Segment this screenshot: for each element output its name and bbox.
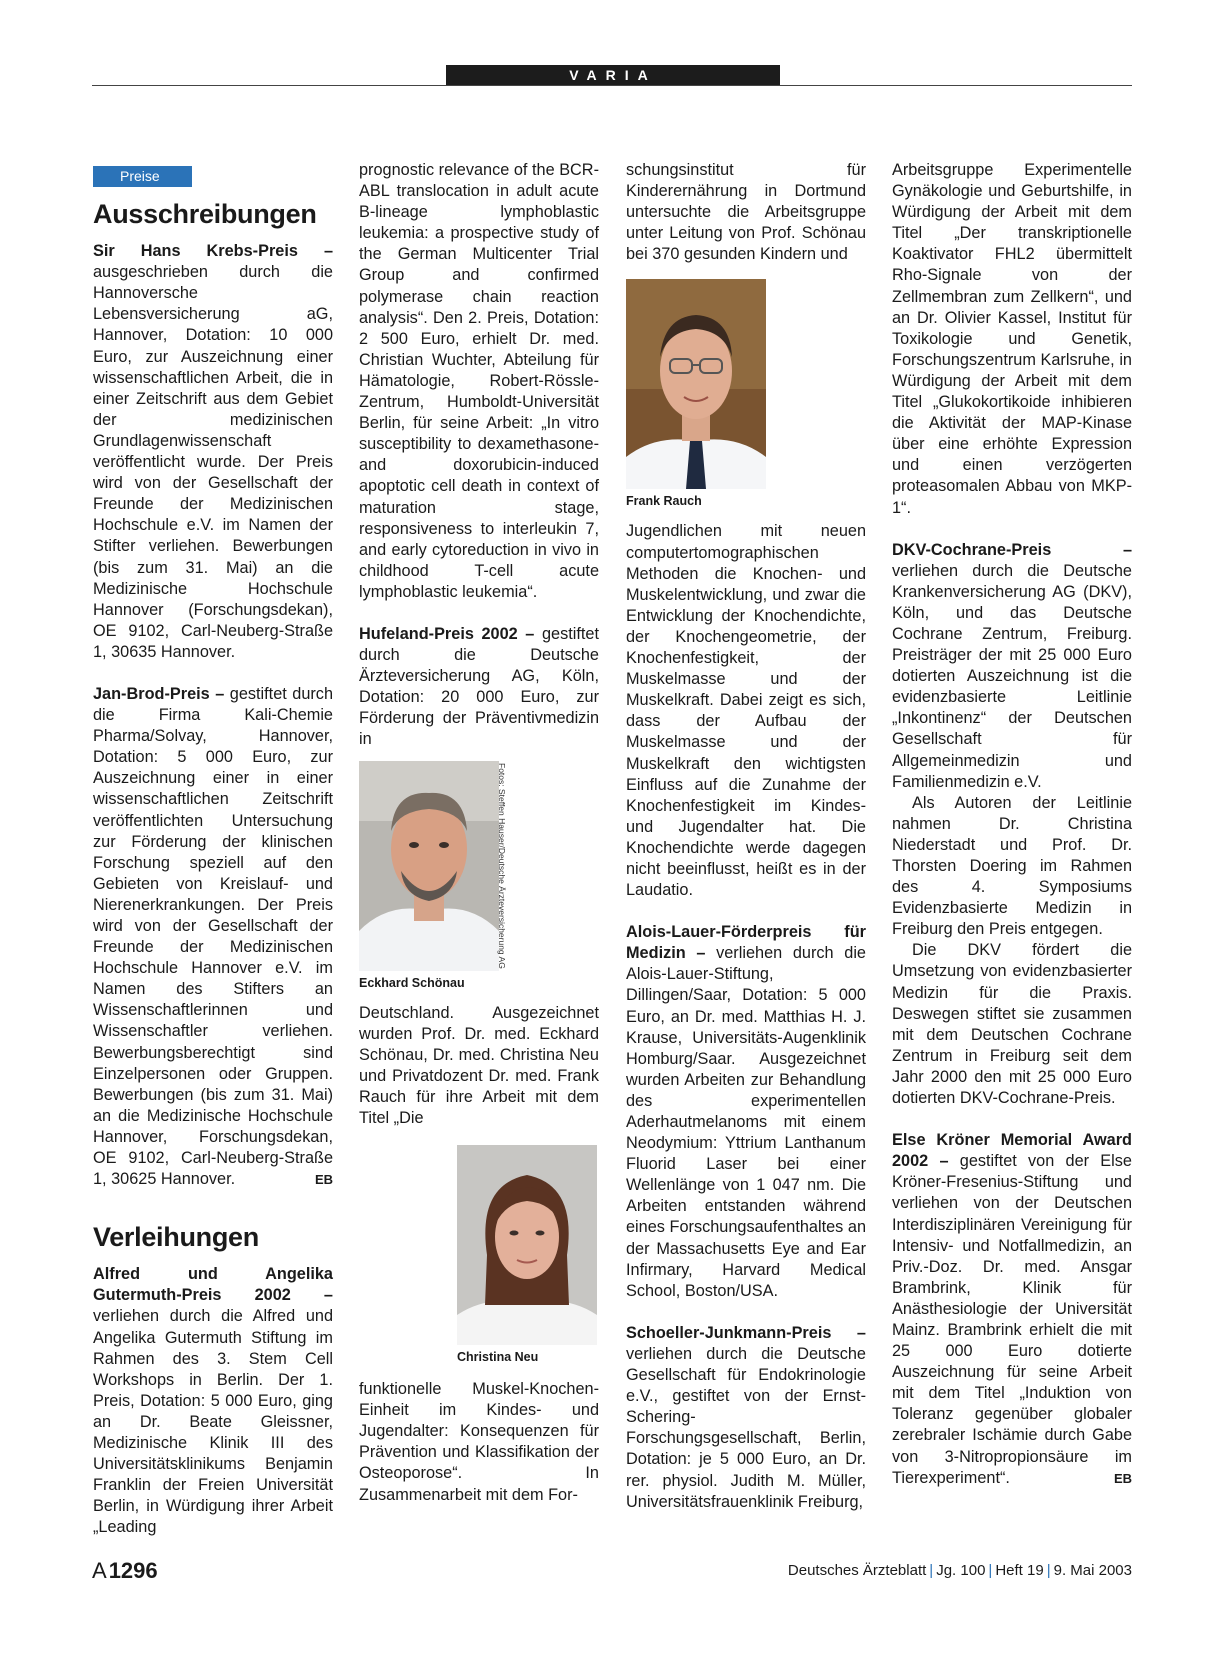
divider: | [929, 1562, 934, 1579]
award-name: Alois-Lauer-Förderpreis für Medizin – [626, 923, 866, 963]
section-heading-ausschreibungen: Ausschreibungen [93, 199, 317, 230]
award-name: Else Kröner Memorial Award 2002 – [892, 1131, 1132, 1171]
photo-eckhard-schoenau [359, 761, 599, 991]
paragraph-text: verliehen durch die Deutsche Krankenversicherung AG (DKV), Köln, und das Deutsche Cochrane Zentrum, Freiburg. Preisträger der mit 25 000 Euro dotierten Auszeichnung ist die evidenzbasierte Leitlinie „Inkontinenz“ der Deutschen Gesellschaft für Allgemeinmedizin und Familienmedizin e.V. [892, 561, 1132, 791]
paragraph [892, 1130, 1132, 1489]
journal-footer [788, 1562, 1132, 1579]
paragraph-text: verliehen durch die Deutsche Gesellschaft für Endokrinologie e.V., gestiftet von der Ernst-Schering-Forschungsgesellschaft, Berlin, Dotation: je 5 000 Euro, an Dr. rer. physiol. Judith M. Müller, Universitätsfrauenklinik Freiburg, [626, 1344, 866, 1511]
section-label: VARIA [446, 65, 780, 86]
paragraph [359, 624, 599, 751]
photo-caption: Frank Rauch [626, 494, 702, 509]
photo-caption: Christina Neu [457, 1350, 539, 1365]
award-name: Sir Hans Krebs-Preis – [93, 242, 333, 261]
paragraph-text: gestiftet durch die Deutsche Ärzteversicherung AG, Köln, Dotation: 20 000 Euro, zur Förderung der Präventivmedizin in [359, 624, 599, 749]
volume: Jg. 100 [936, 1562, 986, 1579]
issue: Heft 19 [995, 1562, 1044, 1579]
portrait-photo [626, 279, 766, 489]
photo-frank-rauch [626, 279, 866, 509]
divider: | [988, 1562, 993, 1579]
paragraph: Die DKV fördert die Umsetzung von evidenzbasierter Medizin für die Praxis. Deswegen stiftet sie zusammen mit dem Deutschen Cochrane Zentrum in Freiburg seit dem Jahr 2000 den mit 25 000 Euro dotierten DKV-Cochrane-Preis. [892, 941, 1132, 1108]
paragraph-text: verliehen durch die Alois-Lauer-Stiftung, Dillingen/Saar, Dotation: 5 000 Euro, an Dr. med. Matthias H. J. Krause, Universitäts-Augenklinik Homburg/Saar. Ausgezeichnet wurden Arbeiten zur Behandlung des experimentellen Aderhautmelanoms mit einem Neodymium: Yttrium Lanthanum Fluorid Laser bei einer Wellenlänge von 1 047 nm. Die Arbeiten entstanden während eines Forschungsaufenthaltes an der Massachusetts Eye and Ear Infirmary, Harvard Medical School, Boston/USA. [626, 944, 866, 1300]
section-heading-verleihungen: Verleihungen [93, 1222, 259, 1253]
date: 9. Mai 2003 [1053, 1562, 1132, 1579]
column-3 [626, 160, 866, 1513]
page-number [92, 1558, 158, 1584]
paragraph: Jugendlichen mit neuen computertomographischen Methoden die Knochen- und Muskelentwicklung, und zwar die Entwicklung der Knochendichte, der Knochengeometrie, der Knochenfestigkeit, der Muskelmasse und der Muskelkraft. Dabei zeigt es sich, dass der Aufbau der Muskelmasse und der Muskelkraft den wichtigsten Einfluss auf die Zunahme der Knochenfestigkeit im Kindes- und Jugendalter hat. Die Knochendichte werde dagegen nicht beeinflusst, heißt es in der Laudatio. [626, 522, 866, 900]
journal-name: Deutsches Ärzteblatt [787, 1562, 927, 1579]
paragraph-text: ausgeschrieben durch die Hannoversche Lebensversicherung aG, Hannover, Dotation: 10 000 Euro, zur Auszeichnung einer wissenschaftlichen Arbeit, die in einer Zeitschrift aus dem Gebiet der medizinischen Grundlagenwissenschaft veröffentlicht wurde. Der Preis wird von der Gesellschaft der Freunde der Medizinischen Hochschule e.V. im Namen der Stifter verliehen. Bewerbungen (bis zum 31. Mai) an die Medizinische Hochschule Hannover (Forschungsdekan), OE 9102, Carl-Neuberg-Straße 1, 30635 Hannover. [93, 263, 333, 661]
header-rule [92, 85, 1132, 86]
photo-credit: Fotos: Steffen Hauser/Deutsche Ärzteversicherung AG [497, 762, 507, 969]
paragraph [93, 1264, 333, 1538]
paragraph: prognostic relevance of the BCR-ABL translocation in adult acute B-lineage lymphoblastic leukemia: a prospective study of the German Multicenter Trial Group and confirmed polymerase chain reaction analysis“. Den 2. Preis, Dotation: 2 500 Euro, erhielt Dr. med. Christian Wuchter, Abteilung für Hämatologie, Robert-Rössle-Zentrum, Humboldt-Universität Berlin, für seine Arbeit: „In vitro susceptibility to dexamethasone- and doxorubicin-induced apoptotic cell death in context of maturation stage, responsiveness to interleukin 7, and early cytoreduction in vivo in childhood T-cell acute lymphoblastic leukemia“. [359, 161, 599, 601]
column-2 [359, 160, 599, 1506]
paragraph: Arbeitsgruppe Experimentelle Gynäkologie und Geburtshilfe, in Würdigung der Arbeit mit dem Titel „Der transkriptionelle Koaktivator FHL2 übermittelt Rho-Signale von der Zellmembran zum Zellkern“, und an Dr. Olivier Kassel, Institut für Toxikologie und Genetik, Forschungszentrum Karlsruhe, in Würdigung der Arbeit mit dem Titel „Glukokortikoide inhibieren die Aktivität der MAP-Kinase über eine erhöhte Expression und einen verzögerten proteasomalen Abbau von MKP-1“. [892, 161, 1132, 517]
author-signature: EB [1113, 1470, 1132, 1486]
award-name: Schoeller-Junkmann-Preis – [626, 1323, 866, 1342]
award-name: DKV-Cochrane-Preis – [892, 540, 1132, 559]
portrait-photo [359, 761, 499, 971]
award-name: Alfred und Angelika Gutermuth-Preis 2002 – [93, 1265, 333, 1305]
paragraph [93, 684, 333, 1190]
paragraph: Deutschland. Ausgezeichnet wurden Prof. Dr. med. Eckhard Schönau, Dr. med. Christina Neu und Privatdozent Dr. med. Frank Rauch für ihre Arbeit mit dem Titel „Die [359, 1003, 599, 1127]
column-4 [892, 160, 1132, 1489]
page-number-value: 1296 [108, 1558, 158, 1583]
divider: | [1046, 1562, 1051, 1579]
paragraph [93, 241, 333, 663]
paragraph [626, 922, 866, 1302]
photo-caption: Eckhard Schönau [359, 975, 465, 990]
paragraph-text: gestiftet von der Else Kröner-Fresenius-Stiftung und verliehen von der Deutschen Interdisziplinären Vereinigung für Intensiv- und Notfallmedizin, an Priv.-Doz. Dr. med. Ansgar Brambrink, Klinik für Anästhesiologie der Universität Mainz. Brambrink erhielt die mit 25 000 Euro dotierte Auszeichnung für seine Arbeit mit dem Titel „Induktion von Toleranz gegenüber globaler zerebraler Ischämie durch Gabe von 3-Nitropropionsäure im Tierexperiment“. [892, 1152, 1132, 1487]
paragraph [892, 540, 1132, 793]
page-prefix: A [92, 1558, 107, 1583]
award-name: Jan-Brod-Preis – [93, 684, 225, 703]
paragraph: Als Autoren der Leitlinie nahmen Dr. Christina Niederstadt und Prof. Dr. Thorsten Doering im Rahmen des 4. Symposiums Evidenzbasierte Medizin in Freiburg den Preis entgegen. [892, 793, 1132, 939]
photo-christina-neu [457, 1145, 599, 1365]
paragraph: schungsinstitut für Kinderernährung in Dortmund untersuchte die Arbeitsgruppe unter Leitung von Prof. Schönau bei 370 gesunden Kindern und [626, 161, 866, 264]
paragraph-text: verliehen durch die Alfred und Angelika Gutermuth Stiftung im Rahmen des 3. Stem Cell Workshops in Berlin. Der 1. Preis, Dotation: 5 000 Euro, ging an Dr. Beate Gleissner, Medizinische Klinik III des Universitätsklinikums Benjamin Franklin der Freien Universität Berlin, in Würdigung ihrer Arbeit „Leading [93, 1307, 333, 1537]
column-1 [93, 160, 333, 1538]
paragraph: funktionelle Muskel-Knochen-Einheit im Kindes- und Jugendalter: Konsequenzen für Prävention und Klassifikation der Osteoporose“. In Zusammenarbeit mit dem For- [359, 1380, 599, 1504]
portrait-photo [457, 1145, 597, 1345]
award-name: Hufeland-Preis 2002 – [359, 624, 535, 643]
rubric-tag: Preise [93, 166, 192, 187]
author-signature: EB [314, 1172, 333, 1188]
paragraph [626, 1323, 866, 1513]
paragraph-text: gestiftet durch die Firma Kali-Chemie Pharma/Solvay, Hannover, Dotation: 5 000 Euro, zur Auszeichnung einer in einer wissenschaftlichen Zeitschrift veröffentlichten Untersuchung zur Förderung der klinischen Forschung speziell auf den Gebieten von Kreislauf- und Nierenerkrankungen. Der Preis wird von der Gesellschaft der Freunde der Medizinischen Hochschule Hannover e.V. im Namen des Stifters an Wissenschaftlerinnen und Wissenschaftler verliehen. Bewerbungsberechtigt sind Einzelpersonen oder Gruppen. Bewerbungen (bis zum 31. Mai) an die Medizinische Hochschule Hannover, Forschungsdekan, OE 9102, Carl-Neuberg-Straße 1, 30625 Hannover. [93, 684, 333, 1189]
